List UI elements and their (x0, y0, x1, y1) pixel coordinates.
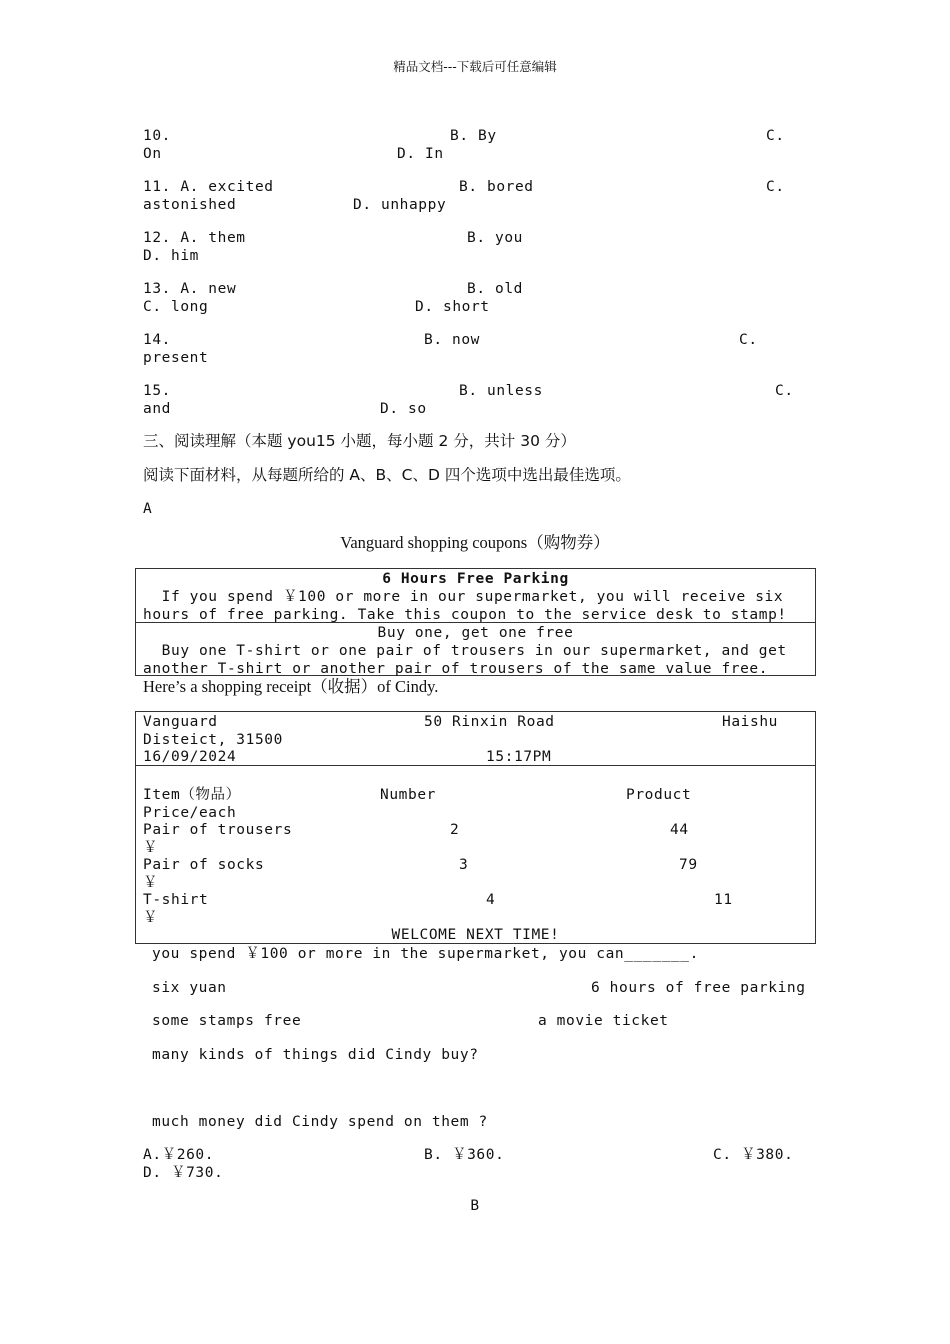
q15-option-b: B. unless (459, 383, 543, 399)
q11-option-c-text: astonished (143, 197, 237, 213)
receipt-row-number: 2 (450, 822, 460, 838)
q14-option-b: B. now (424, 332, 480, 348)
q11-option-d: D. unhappy (353, 197, 447, 213)
q18-option-b: B. ￥360. (424, 1147, 505, 1163)
q12-option-d: D. him (143, 248, 199, 264)
q14-number: 14. (143, 332, 171, 348)
q16-option-d: a movie ticket (538, 1013, 669, 1029)
q14-option-c: C. (739, 332, 758, 348)
q15-option-c: C. (775, 383, 794, 399)
receipt-address: 50 Rinxin Road (424, 714, 555, 730)
coupon1-line1: If you spend ￥100 or more in our supermarket, you will receive six (143, 589, 784, 605)
q16-option-c: some stamps free (152, 1013, 302, 1029)
q16-stem: you spend ￥100 or more in the supermarket, you can_______. (152, 946, 699, 962)
q17-stem: many kinds of things did Cindy buy? (152, 1047, 479, 1063)
q11-option-c: C. (766, 179, 785, 195)
coupon1-line2: hours of free parking. Take this coupon to the service desk to stamp! (143, 607, 787, 623)
receipt-time: 15:17PM (486, 749, 552, 765)
q18-stem: much money did Cindy spend on them ? (152, 1114, 488, 1130)
receipt-district: Haishu (722, 714, 778, 730)
coupon2-title: Buy one, get one free (377, 625, 574, 641)
q16-option-b: 6 hours of free parking (591, 980, 806, 996)
receipt-col-number: Number (380, 787, 436, 803)
q16-option-a: six yuan (152, 980, 227, 996)
q11-option-b: B. bored (459, 179, 534, 195)
receipt-row-number: 4 (486, 892, 496, 908)
receipt-row-item: Pair of socks (143, 857, 265, 873)
receipt-date: 16/09/2024 (143, 749, 237, 765)
coupon2-line2: another T-shirt or another pair of trousers of the same value free. (143, 661, 769, 677)
receipt-row-item: Pair of trousers (143, 822, 293, 838)
coupon1-title: 6 Hours Free Parking (382, 571, 569, 587)
q13-option-d: D. short (415, 299, 490, 315)
receipt-store: Vanguard (143, 714, 218, 730)
receipt-col-product: Product (626, 787, 692, 803)
section-instructions: 阅读下面材料，从每题所给的 A、B、C、D 四个选项中选出最佳选项。 (143, 466, 631, 484)
receipt-row-item: T-shirt (143, 892, 209, 908)
q10-option-d: D. In (397, 146, 444, 162)
receipt-district-line2: Disteict, 31500 (143, 732, 283, 748)
receipt-col-item: Item（物品） (143, 787, 241, 803)
page-header: 精品文档---下载后可任意编辑 (393, 59, 557, 74)
passage-b-label: B (470, 1198, 480, 1214)
q14-option-c-text: present (143, 350, 209, 366)
receipt-intro: Here’s a shopping receipt（收据）of Cindy. (143, 677, 439, 696)
receipt-footer: WELCOME NEXT TIME! (391, 927, 560, 943)
q13-option-b: B. old (467, 281, 523, 297)
passage-a-label: A (143, 501, 153, 517)
q18-option-c: C. ￥380. (713, 1147, 794, 1163)
q10-option-c: C. (766, 128, 785, 144)
section-title: 三、阅读理解（本题 you15 小题，每小题 2 分，共计 30 分） (143, 432, 576, 450)
q10-number: 10. (143, 128, 171, 144)
q15-option-d: D. so (380, 401, 427, 417)
q10-option-c-text: On (143, 146, 162, 162)
receipt-col-price: Price/each (143, 805, 237, 821)
q13-option-c: C. long (143, 299, 209, 315)
receipt-divider (135, 765, 816, 766)
receipt-row-price: 44 (670, 822, 689, 838)
q18-option-a: A.￥260. (143, 1147, 215, 1163)
q10-option-b: B. By (450, 128, 497, 144)
receipt-row-currency: ￥ (143, 875, 159, 891)
receipt-row-currency: ￥ (143, 840, 159, 856)
q15-option-c-text: and (143, 401, 171, 417)
coupon2-line1: Buy one T-shirt or one pair of trousers in our supermarket, and get (143, 643, 787, 659)
receipt-row-number: 3 (459, 857, 469, 873)
q12-option-a: 12. A. them (143, 230, 246, 246)
receipt-row-currency: ￥ (143, 910, 159, 926)
q13-option-a: 13. A. new (143, 281, 237, 297)
coupon-heading: Vanguard shopping coupons（购物券） (340, 533, 610, 552)
q12-option-b: B. you (467, 230, 523, 246)
q15-number: 15. (143, 383, 171, 399)
receipt-row-price: 79 (679, 857, 698, 873)
q18-option-d: D. ￥730. (143, 1165, 224, 1181)
q11-option-a: 11. A. excited (143, 179, 274, 195)
receipt-row-price: 11 (714, 892, 733, 908)
